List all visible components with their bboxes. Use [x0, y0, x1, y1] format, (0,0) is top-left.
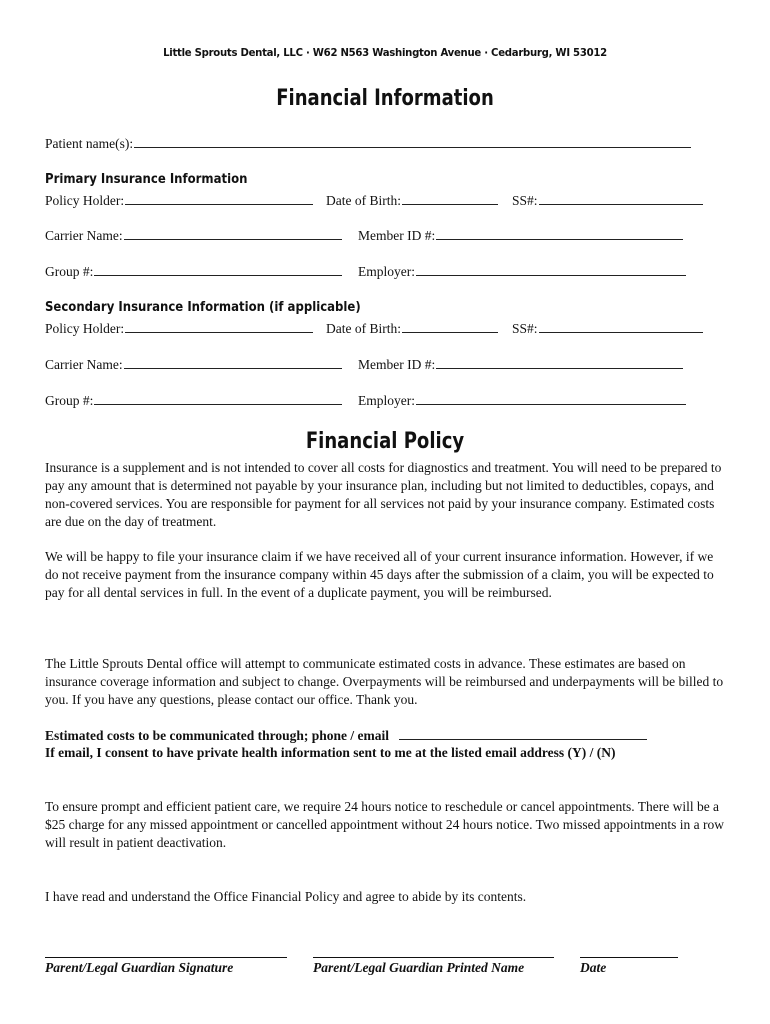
- primary-ss-line[interactable]: [539, 192, 703, 205]
- secondary-ss-line[interactable]: [539, 320, 703, 333]
- secondary-carrier-field[interactable]: [45, 356, 342, 373]
- secondary-policy-holder-line[interactable]: [125, 320, 313, 333]
- secondary-employer-label: Employer:: [358, 393, 415, 408]
- primary-carrier-label: Carrier Name:: [45, 228, 123, 243]
- primary-policy-holder-field[interactable]: [45, 192, 313, 209]
- secondary-dob-field[interactable]: [326, 320, 498, 337]
- estimated-costs-label: Estimated costs to be communicated through; phone / email: [45, 728, 389, 743]
- signature-label: Parent/Legal Guardian Signature: [45, 960, 234, 975]
- primary-policy-holder-label: Policy Holder:: [45, 193, 125, 208]
- secondary-ss-label: SS#:: [512, 321, 538, 336]
- patient-name-field[interactable]: [45, 135, 691, 152]
- secondary-employer-field[interactable]: [358, 392, 686, 409]
- primary-employer-line[interactable]: [416, 263, 686, 276]
- secondary-ss-field[interactable]: [512, 320, 703, 337]
- secondary-insurance-heading: Secondary Insurance Information (if applicable): [45, 300, 361, 315]
- printed-name-label: Parent/Legal Guardian Printed Name: [313, 960, 525, 975]
- secondary-group-line[interactable]: [94, 392, 342, 405]
- secondary-policy-holder-label: Policy Holder:: [45, 321, 125, 336]
- primary-carrier-line[interactable]: [124, 227, 342, 240]
- date-line[interactable]: [580, 957, 678, 958]
- estimated-costs-line[interactable]: [399, 727, 647, 740]
- secondary-group-label: Group #:: [45, 393, 94, 408]
- page-title: Financial Information: [276, 86, 494, 111]
- email-consent-line: If email, I consent to have private health information sent to me at the listed email address (Y) / (N): [45, 745, 616, 760]
- primary-policy-holder-line[interactable]: [125, 192, 313, 205]
- policy-paragraph-estimates: The Little Sprouts Dental office will attempt to communicate estimated costs in advance. These estimates are based on insurance coverage information and subject to change. Overpayments will be reimbursed and underpayments will be billed to you. If you have any questions, please contact our office. Thank you.: [45, 656, 724, 707]
- primary-employer-label: Employer:: [358, 264, 415, 279]
- estimated-costs-field[interactable]: [45, 727, 647, 744]
- secondary-dob-line[interactable]: [402, 320, 498, 333]
- signature-line[interactable]: [45, 957, 287, 958]
- secondary-employer-line[interactable]: [416, 392, 686, 405]
- primary-group-label: Group #:: [45, 264, 94, 279]
- secondary-group-field[interactable]: [45, 392, 342, 409]
- primary-dob-label: Date of Birth:: [326, 193, 401, 208]
- policy-paragraph-appointments: To ensure prompt and efficient patient care, we require 24 hours notice to reschedule or cancel appointments. There will be a $25 charge for any missed appointment or cancelled appointment without 24 hours notice. Two missed appointments in a row will result in patient deactivation.: [45, 799, 725, 850]
- primary-group-field[interactable]: [45, 263, 342, 280]
- financial-policy-title: Financial Policy: [305, 429, 465, 454]
- secondary-carrier-label: Carrier Name:: [45, 357, 123, 372]
- primary-dob-field[interactable]: [326, 192, 498, 209]
- primary-ss-field[interactable]: [512, 192, 703, 209]
- patient-name-label: Patient name(s):: [45, 136, 134, 151]
- secondary-dob-label: Date of Birth:: [326, 321, 401, 336]
- policy-acknowledgement: I have read and understand the Office Financial Policy and agree to abide by its contents.: [45, 889, 527, 904]
- primary-carrier-field[interactable]: [45, 227, 342, 244]
- primary-member-id-line[interactable]: [436, 227, 683, 240]
- primary-group-line[interactable]: [94, 263, 342, 276]
- patient-name-line[interactable]: [134, 135, 691, 148]
- primary-ss-label: SS#:: [512, 193, 538, 208]
- practice-address: Little Sprouts Dental, LLC · W62 N563 Washington Avenue · Cedarburg, WI 53012: [163, 46, 607, 59]
- primary-member-id-label: Member ID #:: [358, 228, 436, 243]
- printed-name-line[interactable]: [313, 957, 554, 958]
- date-label: Date: [580, 960, 607, 975]
- secondary-member-id-label: Member ID #:: [358, 357, 436, 372]
- secondary-carrier-line[interactable]: [124, 356, 342, 369]
- primary-member-id-field[interactable]: [358, 227, 683, 244]
- secondary-member-id-line[interactable]: [436, 356, 683, 369]
- primary-employer-field[interactable]: [358, 263, 686, 280]
- primary-dob-line[interactable]: [402, 192, 498, 205]
- secondary-member-id-field[interactable]: [358, 356, 683, 373]
- policy-paragraph-claims: We will be happy to file your insurance claim if we have received all of your current insurance information. However, if we do not receive payment from the insurance company within 45 days after the submission of a claim, you will be expected to pay for all dental services in full. In the event of a duplicate payment, you will be reimbursed.: [45, 549, 714, 600]
- primary-insurance-heading: Primary Insurance Information: [45, 172, 248, 187]
- secondary-policy-holder-field[interactable]: [45, 320, 313, 337]
- policy-paragraph-insurance: Insurance is a supplement and is not intended to cover all costs for diagnostics and treatment. You will need to be prepared to pay any amount that is determined not payable by your insurance plan, including but not limited to deductibles, copays, and non-covered services. You are responsible for payment for all services not paid by your insurance company. Estimated costs are due on the day of treatment.: [45, 460, 722, 529]
